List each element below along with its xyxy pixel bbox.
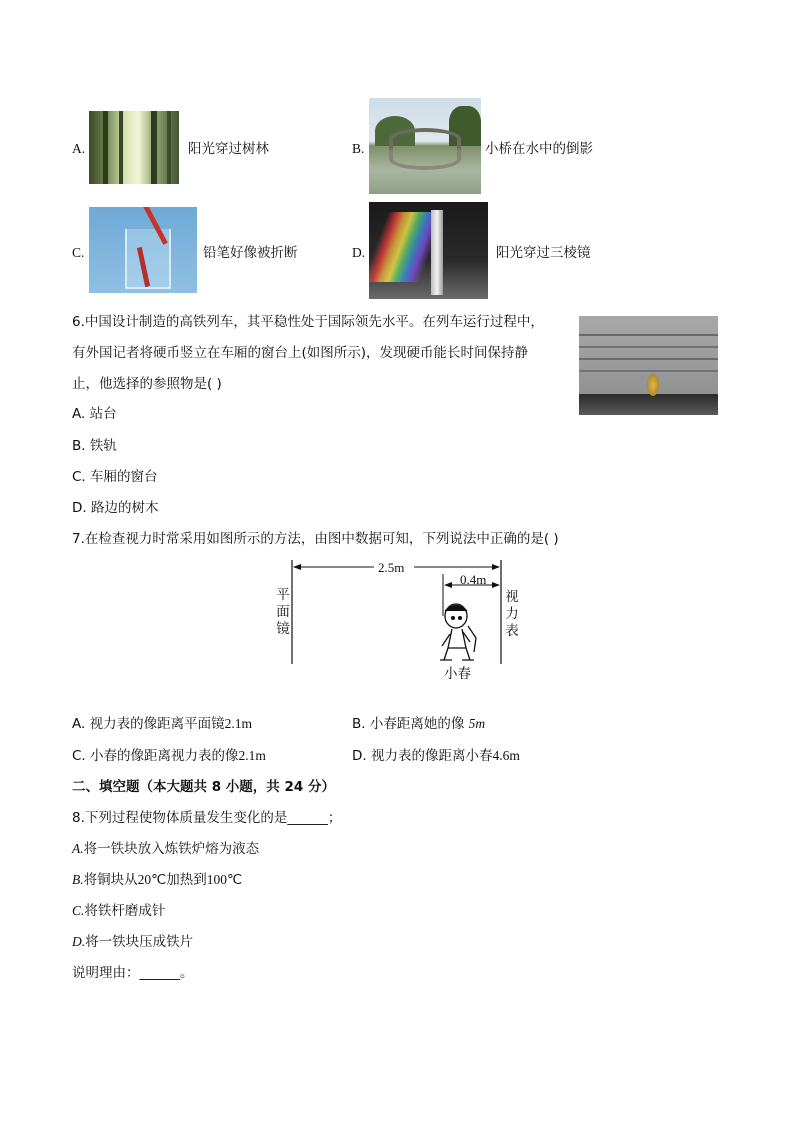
prism-rainbow-photo	[369, 202, 488, 299]
distance-short-label: 0.4m	[460, 572, 487, 587]
option-caption: 铅笔好像被折断	[203, 245, 298, 261]
option-letter: A.	[72, 141, 86, 156]
q7-stem: 7.在检查视力时常采用如图所示的方法，由图中数据可知，下列说法中正确的是( )	[72, 531, 559, 547]
person-figure	[440, 604, 476, 660]
q8-reason: 说明理由：______。	[72, 965, 194, 981]
option-letter: B.	[352, 141, 365, 156]
q6-option-b: B. 铁轨	[72, 438, 117, 454]
option-caption: 阳光穿过三棱镜	[496, 245, 591, 261]
q7-option-c: C. 小春的像距离视力表的像2.1m	[72, 748, 266, 764]
option-caption: 小桥在水中的倒影	[485, 141, 593, 157]
person-label: 小春	[444, 666, 471, 682]
section-2-title: 二、填空题（本大题共 8 小题，共 24 分）	[72, 779, 335, 795]
q7-option-d: D. 视力表的像距离小春4.6m	[352, 748, 520, 764]
distance-total-label: 2.5m	[378, 560, 405, 575]
q6-stem-line-2: 有外国记者将硬币竖立在车厢的窗台上(如图所示)，发现硬币能长时间保持静	[72, 345, 529, 361]
eye-chart-label: 视 力 表	[505, 589, 519, 639]
q7-option-a: A. 视力表的像距离平面镜2.1m	[72, 716, 252, 732]
q6-option-d: D. 路边的树木	[72, 500, 159, 516]
option-letter: C.	[72, 245, 85, 260]
q6-stem-line-3: 止，他选择的参照物是( )	[72, 376, 222, 392]
option-letter: D.	[352, 245, 366, 260]
q8-option-b: B.将铜块从20℃加热到100℃	[72, 872, 243, 888]
q6-option-a: A. 站台	[72, 406, 117, 422]
q7-option-b: B. 小春距离她的像 5m	[352, 716, 486, 732]
mirror-label: 平 面 镜	[276, 587, 290, 637]
q6-option-c: C. 车厢的窗台	[72, 469, 158, 485]
option-caption: 阳光穿过树林	[188, 141, 269, 157]
q8-option-c: C.将铁杆磨成针	[72, 903, 166, 919]
q8-stem: 8.下列过程使物体质量发生变化的是______；	[72, 810, 342, 826]
q8-option-d: D.将一铁块压成铁片	[72, 934, 194, 950]
bridge-reflection-photo	[369, 98, 481, 194]
pencil-in-water-photo	[89, 207, 197, 293]
coin-on-windowsill-photo	[579, 316, 718, 415]
q8-option-a: A.将一铁块放入炼铁炉熔为液态	[72, 841, 260, 857]
forest-sunlight-photo	[89, 111, 179, 184]
q6-stem-line-1: 6.中国设计制造的高铁列车，其平稳性处于国际领先水平。在列车运行过程中，	[72, 314, 544, 330]
